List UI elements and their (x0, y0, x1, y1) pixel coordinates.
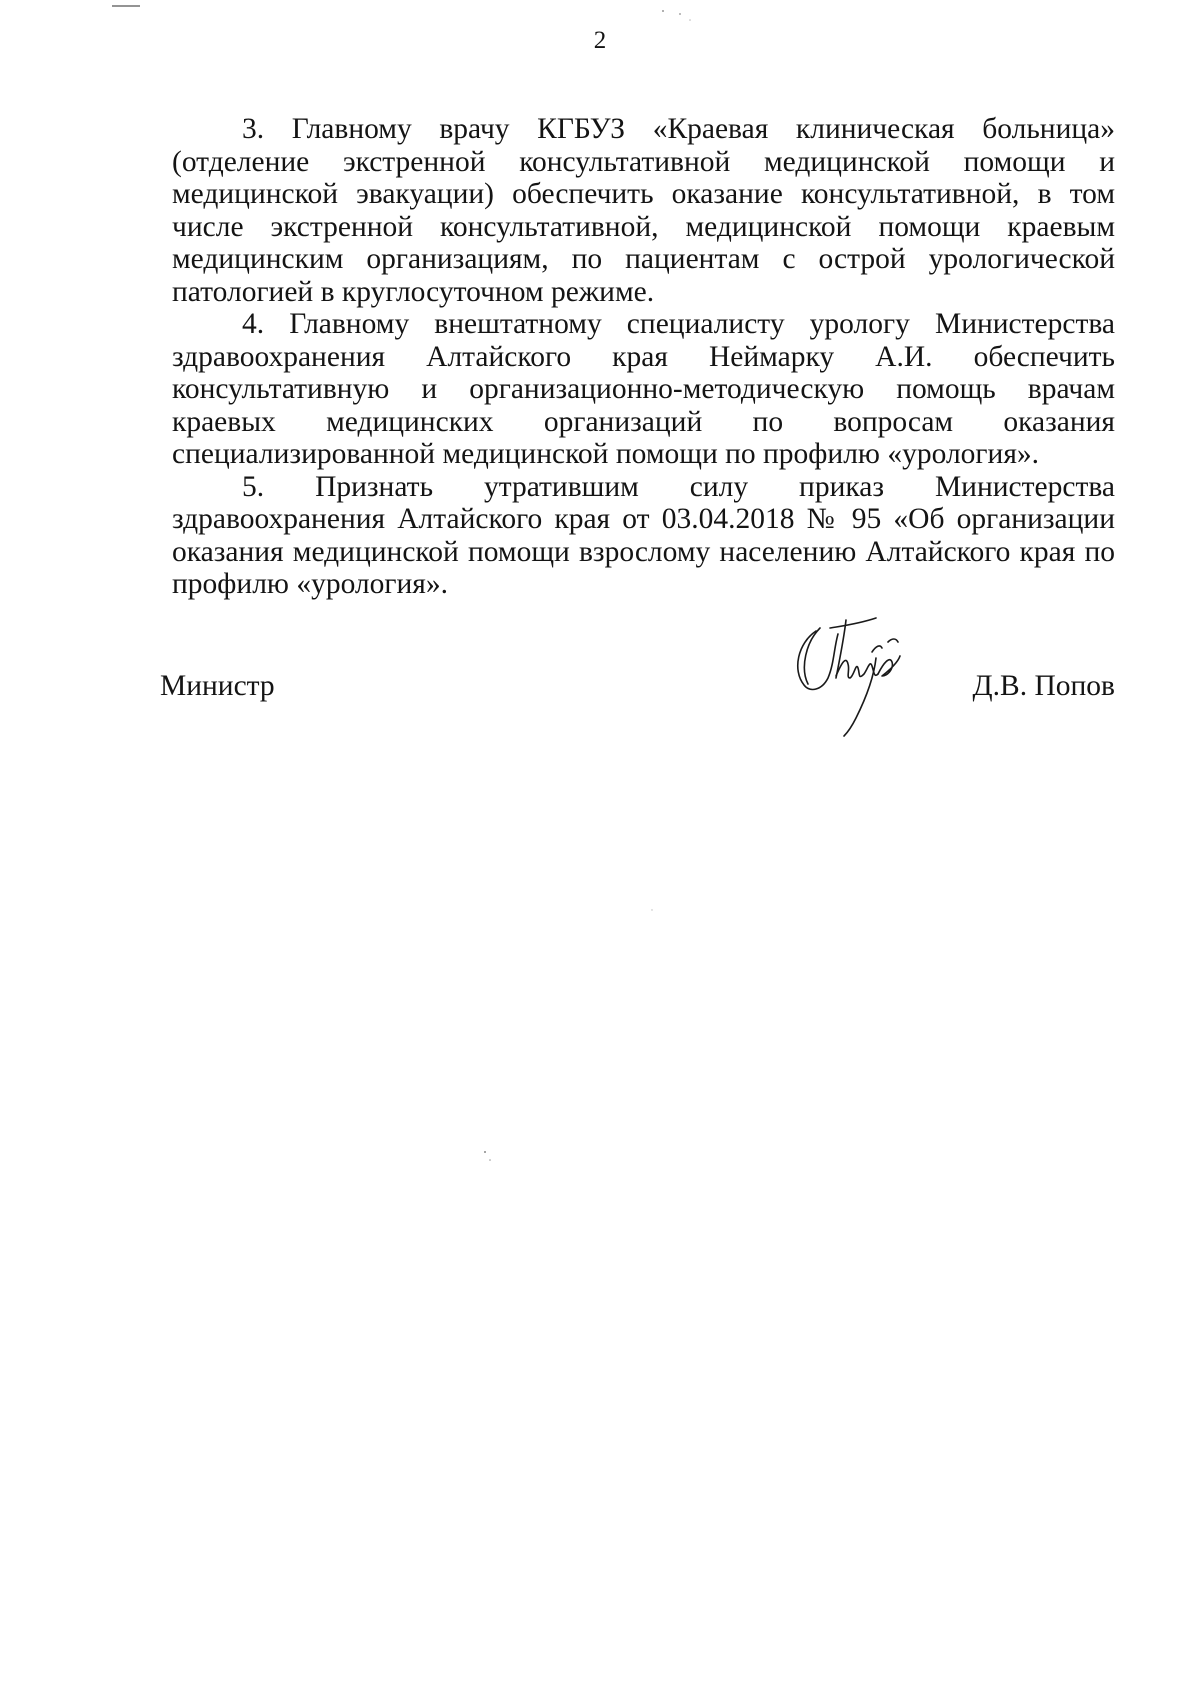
paragraph-item-5: 5. Признать утратившим силу приказ Министерства здравоохранения Алтайского края от 03.04.2018 № 95 «Об организации оказания медицинской помощи взрослому населению Алтайского края по профилю «урология». (172, 470, 1115, 600)
signer-name: Д.В. Попов (972, 670, 1115, 702)
signature-block (160, 655, 1115, 715)
handwritten-signature (780, 598, 930, 748)
document-body (172, 113, 1115, 601)
page-number: 2 (593, 27, 607, 54)
paragraph-item-4: 4. Главному внештатному специалисту урологу Министерства здравоохранения Алтайского края Неймарку А.И. обеспечить консультативную и организационно-методическую помощь врачам краевых медицинских организаций по вопросам оказания специализированной медицинской помощи по профилю «урология». (172, 308, 1115, 470)
paragraph-item-3: 3. Главному врачу КГБУЗ «Краевая клиническая больница» (отделение экстренной консультативной медицинской помощи и медицинской эвакуации) обеспечить оказание консультативной, в том числе экстренной консультативной, медицинской помощи краевым медицинским организациям, по пациентам с острой урологической патологией в круглосуточном режиме. (172, 113, 1115, 308)
signer-position: Министр (160, 670, 275, 702)
